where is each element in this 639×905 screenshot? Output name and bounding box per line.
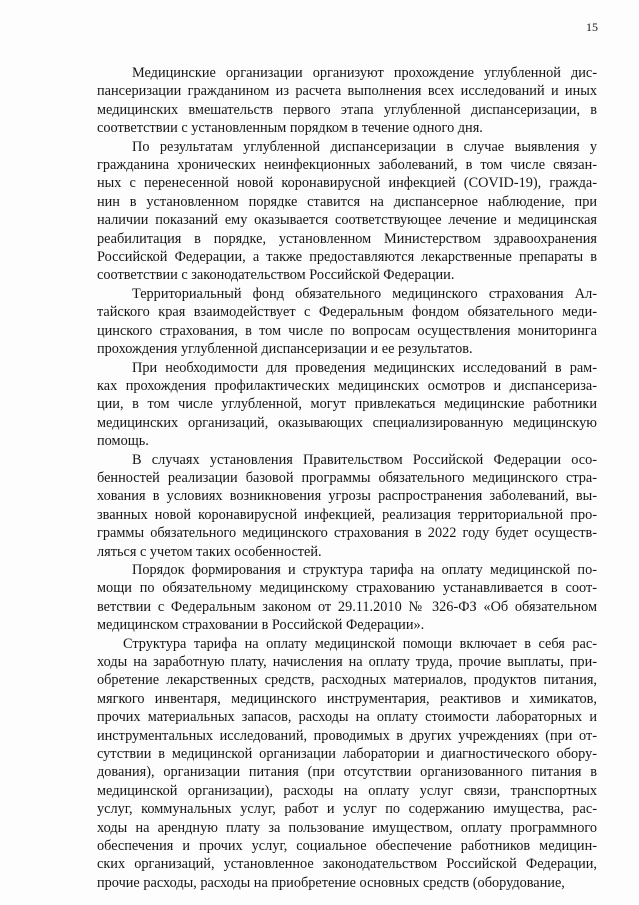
text-line: пансеризации гражданином из расчета выполнения всех исследований и иных [97, 83, 597, 100]
text-line: наличии показаний ему оказывается соответствующее лечение и медицинская [97, 212, 597, 229]
text-line: ветствии с Федеральным законом от 29.11.2010 № 326-ФЗ «Об обязательном [97, 598, 597, 615]
paragraph [97, 451, 597, 561]
text-line: граммы обязательного медицинского страхования в 2022 году будет осуществ- [97, 525, 597, 542]
text-line: сутствии в медицинской организации лаборатории и диагностического обору- [97, 746, 597, 763]
paragraph [97, 635, 597, 893]
text-line: хования в условиях возникновения угрозы распространения заболеваний, вы- [97, 488, 597, 505]
text-line: Территориальный фонд обязательного медицинского страхования Ал- [132, 285, 597, 302]
text-line: обретение лекарственных средств, расходных материалов, продуктов питания, [97, 672, 597, 689]
paragraph [97, 359, 597, 451]
text-line: ции, в том числе углубленной, могут привлекаться медицинские работники [97, 396, 597, 413]
text-line: медицинском страховании в Российской Федерации». [97, 617, 425, 634]
text-line: помощь. [97, 433, 149, 450]
text-line: прочие расходы, расходы на приобретение основных средств (оборудование, [97, 874, 565, 891]
paragraph [97, 64, 597, 138]
text-line: медицинских организаций, оказывающих специализированную медицинскую [97, 414, 597, 431]
text-line: По результатам углубленной диспансеризации в случае выявления у [132, 138, 597, 155]
text-line: Российской Федерации, а также предоставляются лекарственные препараты в [97, 249, 597, 266]
text-line: Порядок формирования и структура тарифа на оплату медицинской по- [132, 561, 597, 578]
text-line: реабилитация в порядке, установленном Министерством здравоохранения [97, 230, 597, 247]
text-line: медицинской организации), расходы на оплату услуг связи, транспортных [97, 782, 597, 799]
text-line: соответствии с установленным порядком в течение одного дня. [97, 120, 483, 137]
text-line: Медицинские организации организуют прохождение углубленной дис- [132, 65, 597, 81]
paragraph [97, 138, 597, 285]
text-line: дования), организации питания (при отсутствии организованного питания в [97, 764, 597, 781]
text-line: ских организаций, установленное законодательством Российской Федерации, [97, 856, 597, 873]
text-line: инструментальных исследований, проводимых в других учреждениях (при от- [97, 727, 597, 744]
text-line: ных с перенесенной новой коронавирусной инфекцией (COVID-19), гражда- [97, 175, 597, 192]
text-line: Структура тарифа на оплату медицинской помощи включает в себя рас- [123, 635, 597, 652]
text-line: гражданина хронических неинфекционных заболеваний, в том числе связан- [97, 157, 597, 174]
text-line: ходы на заработную плату, начисления на оплату труда, прочие выплаты, при- [97, 654, 597, 670]
text-line: прохождения углубленной диспансеризации и ее результатов. [97, 341, 473, 358]
page-number: 15 [586, 20, 598, 34]
text-line: соответствии с законодательством Российской Федерации. [97, 267, 455, 284]
text-line: ляться с учетом таких особенностей. [97, 543, 322, 560]
text-line: услуг, коммунальных услуг, работ и услуг по содержанию имущества, рас- [97, 801, 597, 818]
text-line: цинского страхования, в том числе по вопросам осуществления мониторинга [97, 322, 597, 339]
text-line: медицинских вмешательств первого этапа углубленной диспансеризации, в [97, 101, 597, 118]
text-line: прочих материальных запасов, расходы на оплату стоимости лабораторных и [97, 709, 597, 726]
text-line: мягкого инвентаря, медицинского инструментария, реактивов и химикатов, [97, 690, 597, 707]
text-line: В случаях установления Правительством Российской Федерации осо- [132, 451, 597, 468]
text-line: ках прохождения профилактических медицинских осмотров и диспансериза- [97, 377, 597, 394]
paragraph [97, 285, 597, 359]
text-line: бенностей реализации базовой программы обязательного медицинского стра- [97, 469, 597, 486]
text-line: тайского края взаимодействует с Федеральным фондом обязательного меди- [97, 304, 597, 321]
paragraph [97, 561, 597, 635]
text-line: нин в установленном порядке ставится на диспансерное наблюдение, при [97, 193, 597, 210]
text-line: званных новой коронавирусной инфекцией, реализация территориальной про- [97, 506, 597, 523]
document-body [97, 64, 597, 892]
text-line: обеспечения и прочих услуг, социальное обеспечение работников медицин- [97, 838, 597, 855]
text-line: мощи по обязательному медицинскому страхованию устанавливается в соот- [97, 580, 597, 597]
text-line: ходы на арендную плату за пользование имуществом, оплату программного [97, 819, 597, 836]
text-line: При необходимости для проведения медицинских исследований в рам- [132, 359, 597, 376]
